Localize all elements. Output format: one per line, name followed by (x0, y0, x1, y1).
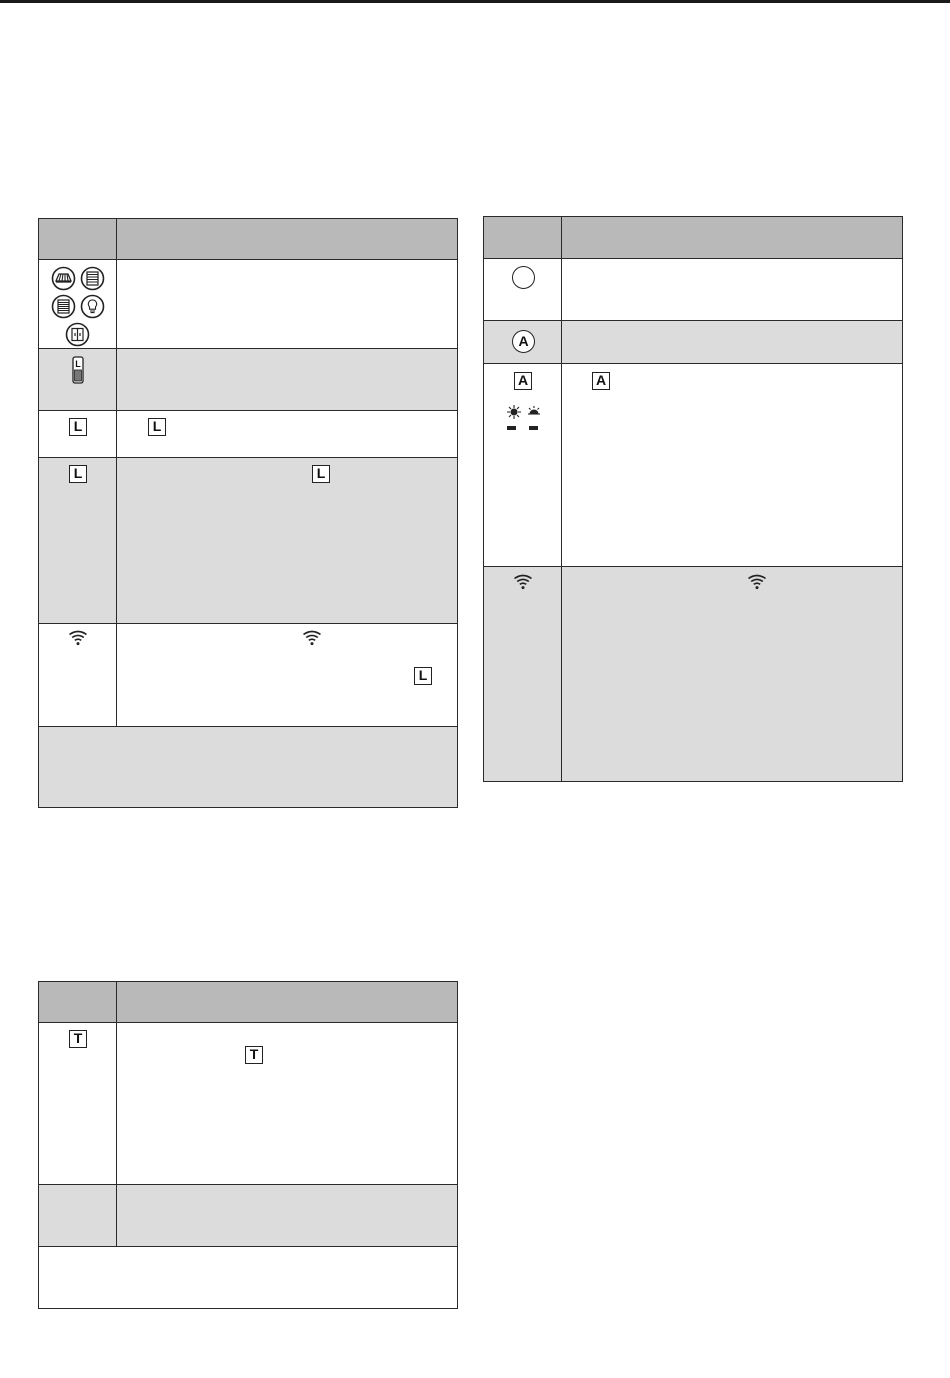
table-row (39, 1023, 457, 1185)
table-header-row (39, 219, 457, 260)
left-top-table (38, 218, 458, 808)
table-note-row (39, 727, 457, 807)
table-row (39, 411, 457, 458)
empty-circle-icon (512, 266, 535, 289)
learn-square-icon: L (69, 418, 87, 436)
table-row (39, 349, 457, 411)
bulb-icon (80, 294, 105, 319)
radio-signal-icon (68, 630, 88, 646)
auto-circle-icon: A (512, 330, 535, 353)
sun-dusk-icon (504, 404, 544, 434)
learn-slider-icon (71, 356, 85, 384)
timer-square-icon: T (245, 1046, 263, 1064)
table-row (484, 364, 902, 567)
table-row (39, 624, 457, 727)
table-row (39, 458, 457, 624)
blind-icon (51, 294, 76, 319)
table-header-row (484, 217, 902, 259)
learn-square-icon: L (148, 418, 166, 436)
window-icon (65, 322, 90, 347)
learn-square-icon: L (69, 465, 87, 483)
shutter-icon (80, 266, 105, 291)
learn-square-icon: L (312, 465, 330, 483)
svg-text:L: L (75, 359, 81, 369)
radio-signal-icon (747, 574, 767, 590)
radio-signal-icon (513, 574, 533, 590)
timer-square-icon: T (69, 1030, 87, 1048)
table-row (484, 567, 902, 781)
table-header-row (39, 982, 457, 1023)
radio-signal-icon (302, 630, 322, 646)
learn-square-icon: L (414, 667, 432, 685)
table-note-row (39, 1247, 457, 1308)
auto-square-icon: A (514, 372, 532, 390)
table-row (484, 259, 902, 321)
awning-icon (51, 266, 76, 291)
table-row (39, 1185, 457, 1247)
table-row (484, 321, 902, 364)
auto-square-icon: A (592, 372, 610, 390)
left-bottom-table (38, 981, 458, 1309)
right-top-table (483, 216, 903, 782)
top-rule (0, 0, 950, 6)
table-row (39, 260, 457, 349)
